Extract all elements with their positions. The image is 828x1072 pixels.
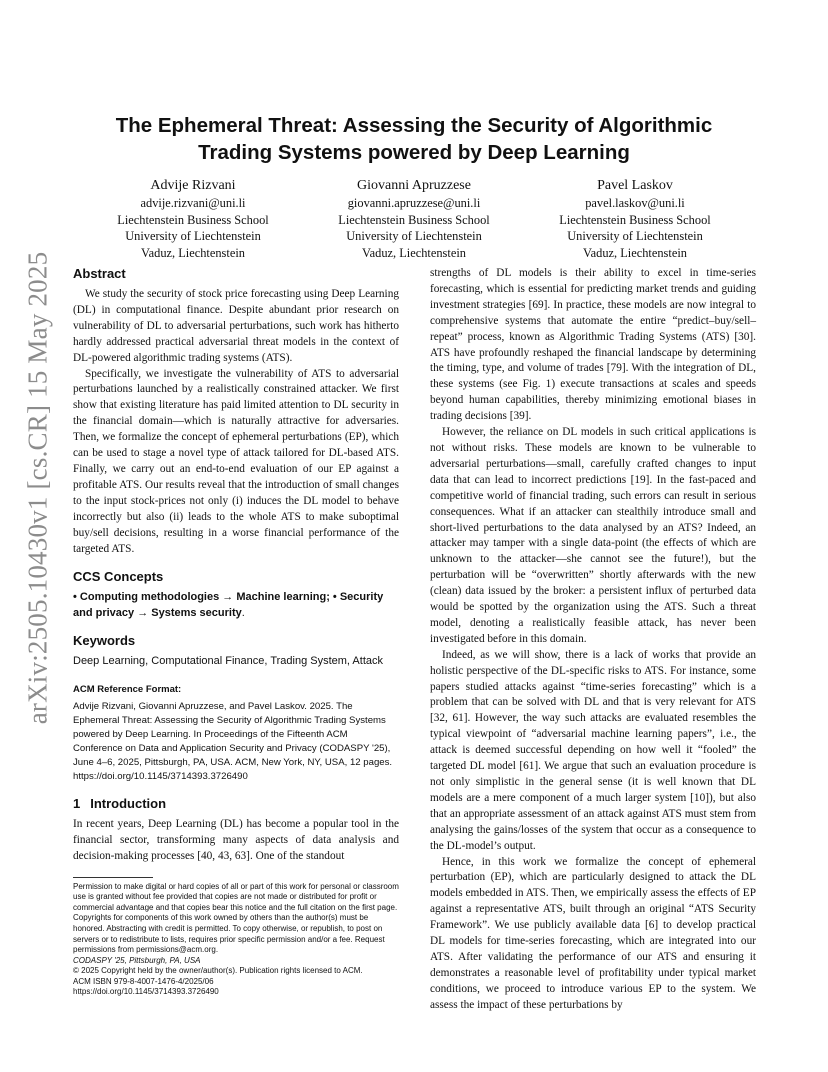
ccs-concept-2: • Security and privacy → Systems security	[73, 591, 384, 619]
author-email: advije.rizvani@uni.li	[140, 196, 246, 210]
author-email: giovanni.apruzzese@uni.li	[347, 196, 481, 210]
copyright-footnote	[73, 882, 399, 999]
author-name: Advije Rizvani	[150, 178, 236, 193]
acm-reference-text: Advije Rizvani, Giovanni Apruzzese, and Pavel Laskov. 2025. The Ephemeral Threat: Assessing the Security of Algorithmic Trading Systems powered by Deep Learning. In Proceedings of the Fifteenth ACM Conference on Data and Application Security and Privacy (CODASPY '25), June 4–6, 2025, Pittsburgh, PA, USA. ACM, New York, NY, USA, 12 pages. https://doi.org/10.1145/3714393.3726490	[73, 700, 393, 782]
author-univ: University of Liechtenstein	[125, 229, 261, 243]
doi-link[interactable]: https://doi.org/10.1145/3714393.3726490	[73, 987, 219, 997]
paper-title	[72, 112, 756, 166]
arxiv-identifier	[18, 251, 58, 725]
intro-paragraph-3: Indeed, as we will show, there is a lack of works that provide an holistic perspective of the DL-specific risks to ATS. For instance, some papers studied attacks against “time-series forecasting” which is a problem that can be solved with DL and that is very relevant for ATS [32, 61]. However, the way such attacks are evaluated resembles the typical viewpoint of “adversarial machine learning papers”, i.e., the attack is deemed successful depending on how well it “fooled” the targeted DL model [61]. We argue that such an evaluation procedure is not only simplistic in the general sense (it is well known that DL models are a mere component of a much larger system [10]), but also that an appropriate assessment of an attack against ATS must stem from analysing the gains/losses of the system that occur as a consequence to the DL-model’s output.	[430, 648, 756, 852]
author-univ: University of Liechtenstein	[567, 229, 703, 243]
author-block-3	[515, 176, 755, 261]
title-line-2: Trading Systems powered by Deep Learning	[198, 141, 630, 164]
abstract-heading: Abstract	[73, 266, 126, 281]
isbn-line: ACM ISBN 979-8-4007-1476-4/2025/06	[73, 976, 214, 986]
author-name: Pavel Laskov	[597, 178, 673, 193]
introduction-heading	[73, 796, 399, 812]
author-univ: University of Liechtenstein	[346, 229, 482, 243]
intro-paragraph-1-cont: strengths of DL models is their ability to excel in time-series forecasting, which is essential for predicting market trends and guiding investment strategies [69]. In practice, these models are now integral to comprehensive systems that automate the entire “predict–buy/sell–repeat” process, known as Algorithmic Trading Systems (ATS) [30]. ATS have profoundly reshaped the financial landscape by determining the timing, type, and volume of trades [79]. With the integration of DL, these systems (see Fig. 1) execute transactions at scales and speeds beyond human capabilities, thereby minimizing emotional biases in trading decisions [39].	[430, 267, 756, 423]
section-title: Introduction	[90, 795, 167, 811]
author-org: Liechtenstein Business School	[559, 212, 711, 227]
author-org: Liechtenstein Business School	[338, 212, 490, 227]
ccs-concept-1: • Computing methodologies → Machine learning;	[73, 591, 330, 604]
keywords-heading: Keywords	[73, 633, 136, 649]
author-org: Liechtenstein Business School	[117, 212, 269, 227]
copyright-line: © 2025 Copyright held by the owner/author(s). Publication rights licensed to ACM.	[73, 966, 363, 976]
ccs-heading: CCS Concepts	[73, 569, 164, 585]
permission-notice: Permission to make digital or hard copies of all or part of this work for personal or classroom use is granted without fee provided that copies are not made or distributed for profit or commercial advantage and that copies bear this notice and the full citation on the first page. Copyrights for components of this work owned by others than the author(s) must be honored. Abstracting with credit is permitted. To copy otherwise, or republish, to post on servers or to redistribute to lists, requires prior specific permission and/or a fee. Request permissions from permissions@acm.org.	[73, 881, 399, 955]
author-location: Vaduz, Liechtenstein	[362, 245, 466, 260]
author-location: Vaduz, Liechtenstein	[583, 245, 687, 260]
left-column	[73, 266, 399, 998]
intro-paragraph-4: Hence, in this work we formalize the concept of ephemeral perturbation (EP), which are particularly designed to attack the DL models embedded in ATS. Then, we empirically assess the effects of EP against a representative ATS, built through an original “ATS Security Framework”. We use publicly available data [6] to develop practical DL models for time-series forecasting, which are integrated into our ATS. After validating the performance of our ATS and ensuring it demonstrates a reasonable level of profitability under typical market conditions, we proceed to introduce various EP to the system. We assess the impact of these perturbations by	[430, 855, 756, 1011]
conference-line: CODASPY '25, Pittsburgh, PA, USA	[73, 955, 201, 965]
right-column	[430, 266, 756, 1014]
abstract-paragraph-1: We study the security of stock price forecasting using Deep Learning (DL) in computational finance. Despite abundant prior research on vulnerability of DL to adversarial perturbations, such work has hitherto hardly addressed practical adversarial threat models in the context of DL-powered algorithmic trading systems (ATS).	[73, 288, 399, 364]
intro-paragraph-2: However, the reliance on DL models in such critical applications is not without risks. These models are known to be vulnerable to adversarial perturbations—small, carefully crafted changes to input data that can lead to incorrect predictions [19]. In the fast-paced and competitive world of financial trading, such errors can result in serious consequences. What if an attacker can stealthily introduce small and short-lived perturbations to the data analysed by an ATS? Indeed, an attacker may tamper with a single data-point (the effects of which are unknown to the attacker—she cannot see the future!), but the perturbation will be “overwritten” shortly afterwards with the new (clean) data issued by the broker: a persistent influx of perturbed data would be spotted by the organization using the ATS. Such a threat model, denoting a realistically feasible attack, has never been investigated before in this domain.	[430, 426, 756, 645]
section-number: 1	[73, 795, 81, 811]
acm-reference-heading: ACM Reference Format:	[73, 683, 182, 695]
abstract-paragraph-2: Specifically, we investigate the vulnerability of ATS to adversarial perturbations launched by a realistically constrained attacker. We first show that existing literature has paid limited attention to DL security in the financial domain—which is naturally attractive for adversaries. Then, we formalize the concept of ephemeral perturbations (EP), which can be used to stage a novel type of attack tailored for DL-based ATS. Finally, we carry out an end-to-end evaluation of our EP against a profitable ATS. Our results reveal that the introduction of small changes to the input stock-prices not only (i) induces the DL model to behave incorrectly but also (ii) leads to the whole ATS to make suboptimal buy/sell decisions, resulting in a worse financial performance of the targeted ATS.	[73, 367, 399, 555]
ccs-end: .	[241, 606, 245, 619]
intro-paragraph-1: In recent years, Deep Learning (DL) has become a popular tool in the financial sector, transforming many aspects of data analysis and decision-making processes [40, 43, 63]. One of the standout	[73, 817, 399, 862]
author-email: pavel.laskov@uni.li	[585, 196, 685, 210]
footnote-divider	[73, 877, 153, 878]
title-line-1: The Ephemeral Threat: Assessing the Security of Algorithmic	[115, 114, 713, 137]
keywords-text: Deep Learning, Computational Finance, Trading System, Attack	[73, 655, 384, 668]
author-location: Vaduz, Liechtenstein	[141, 245, 245, 260]
author-block-1	[73, 176, 313, 261]
ccs-concepts	[73, 590, 399, 621]
author-name: Giovanni Apruzzese	[357, 178, 471, 193]
arxiv-id-text: arXiv:2505.10430v1 [cs.CR] 15 May 2025	[22, 251, 53, 725]
author-block-2	[294, 176, 534, 261]
